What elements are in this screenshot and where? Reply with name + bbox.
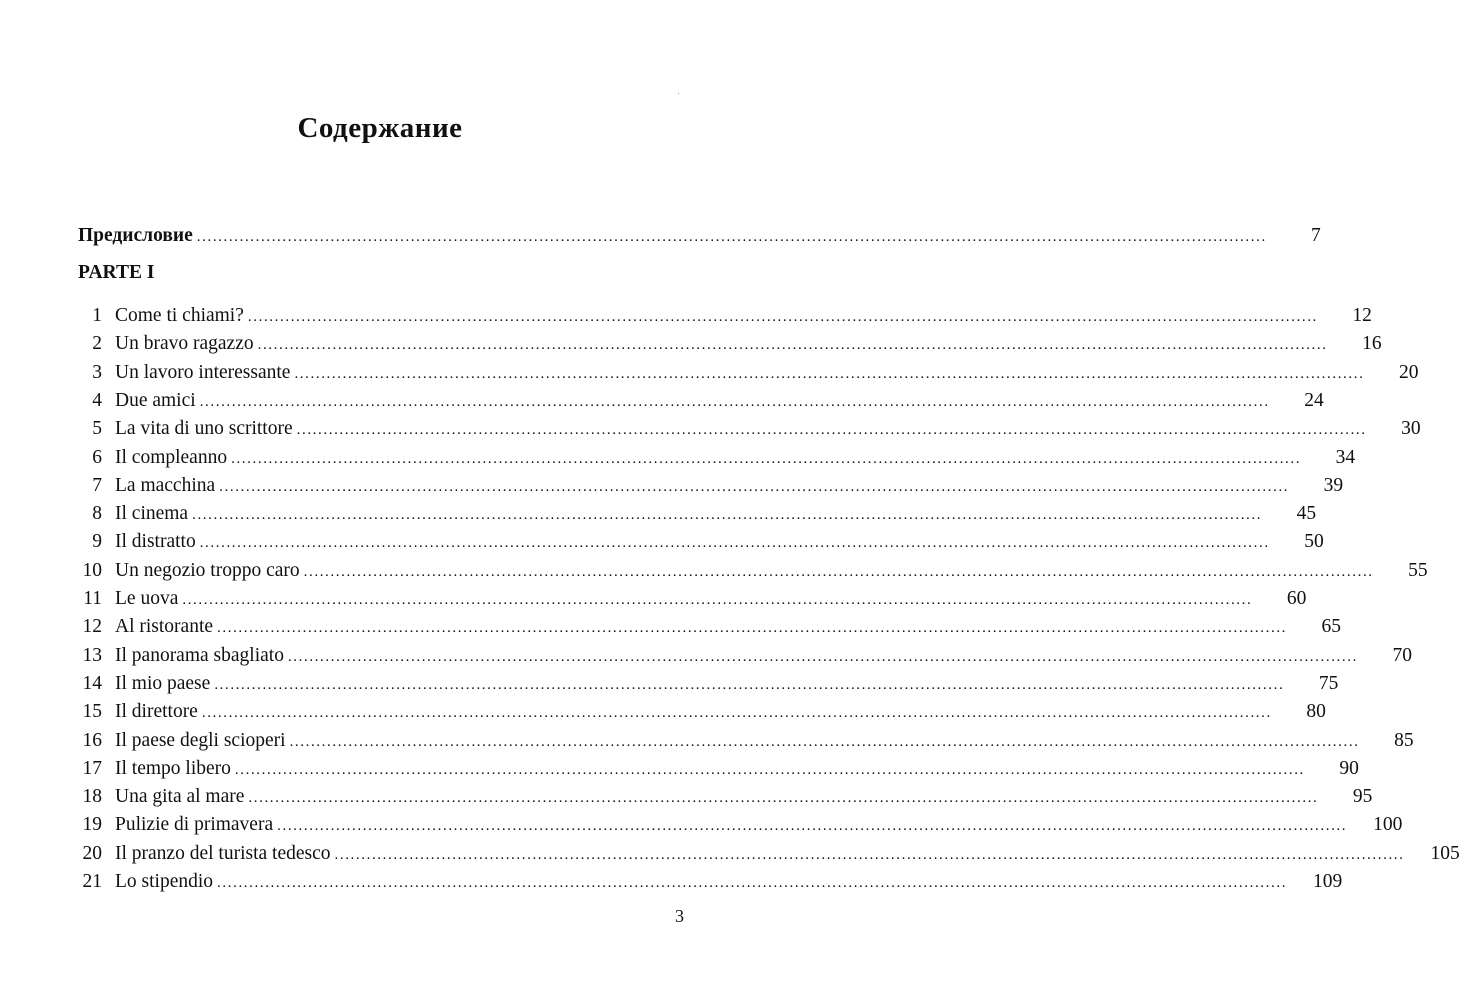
toc-entry-title: Pulizie di primavera <box>115 814 274 836</box>
toc-entry-number: 14 <box>82 672 102 694</box>
dot-leader: ........................................................................................................................................................................................................ <box>214 676 1285 693</box>
toc-entry-page: 60 <box>1286 588 1307 609</box>
toc-entry-title: Il mio paese <box>115 672 211 694</box>
toc-entry <box>78 842 1460 866</box>
toc-entry-page: 55 <box>1408 559 1428 581</box>
page-title: Содержание <box>297 112 463 144</box>
toc-entry-number: 11 <box>83 588 102 609</box>
dot-leader: ........................................................................................................................................................................................................ <box>296 422 1367 439</box>
toc-entry-title: La macchina <box>115 474 216 496</box>
toc-entry-number: 19 <box>82 814 102 836</box>
dot-leader: ........................................................................................................................................................................................................ <box>303 563 1374 580</box>
toc-entry-page: 39 <box>1323 474 1344 496</box>
toc-entry <box>78 502 1317 526</box>
toc-entry-page: 105 <box>1430 842 1460 864</box>
toc-entry <box>78 729 1414 753</box>
toc-entry <box>78 530 1324 554</box>
dot-leader: ........................................................................................................................................................................................................ <box>289 733 1360 750</box>
toc-preface <box>78 224 1321 248</box>
toc-entry-title: Un negozio troppo caro <box>115 559 300 581</box>
dot-leader: ........................................................................................................................................................................................................ <box>199 535 1270 552</box>
toc-entry-title: Un bravo ragazzo <box>115 333 254 355</box>
toc-entry-page: 24 <box>1304 389 1324 411</box>
toc-entry <box>78 870 1343 894</box>
toc-entry-page: 90 <box>1339 757 1359 779</box>
toc-entry-title: Il pranzo del turista tedesco <box>115 842 331 864</box>
toc-entry-number: 12 <box>82 616 102 638</box>
dot-leader: ........................................................................................................................................................................................................ <box>219 478 1290 495</box>
dot-leader: ........................................................................................................................................................................................................ <box>294 365 1365 382</box>
toc-entry-title: Il compleanno <box>115 446 228 468</box>
toc-entry-page: 65 <box>1321 616 1342 638</box>
toc-entry <box>78 757 1359 781</box>
dot-leader: ........................................................................................................................................................................................................ <box>201 705 1272 722</box>
toc-entry-title: Il paese degli scioperi <box>115 729 286 751</box>
toc-entry-page: 12 <box>1352 305 1372 326</box>
dot-leader: ........................................................................................................................................................................................................ <box>334 846 1405 863</box>
toc-entry-page: 95 <box>1352 786 1373 808</box>
toc-entry-page: 70 <box>1392 644 1412 666</box>
toc-entry-page: 80 <box>1306 701 1326 723</box>
toc-entry <box>78 417 1421 441</box>
page-number: 3 <box>675 906 684 926</box>
toc-entry-number: 15 <box>82 701 102 723</box>
toc-entry <box>78 672 1339 696</box>
toc-entry-page: 20 <box>1398 361 1419 383</box>
toc-entry <box>78 474 1344 498</box>
toc-entry-title: Il panorama sbagliato <box>115 644 284 666</box>
toc-entry <box>78 700 1326 724</box>
scan-speck <box>678 93 679 94</box>
toc-entry-title: Le uova <box>115 588 179 609</box>
toc-entry-page: 109 <box>1313 871 1343 892</box>
dot-leader: ........................................................................................................................................................................................................ <box>182 592 1253 608</box>
dot-leader: ........................................................................................................................................................................................................ <box>247 309 1318 325</box>
toc-entry-number: 2 <box>92 333 102 355</box>
toc-entry-title: Un lavoro interessante <box>115 361 291 383</box>
toc-entry-title: Una gita al mare <box>115 786 245 808</box>
dot-leader: ........................................................................................................................................................................................................ <box>192 507 1263 524</box>
toc-entry-number: 7 <box>92 474 102 496</box>
toc-entry-number: 1 <box>92 305 102 326</box>
toc-entry-number: 21 <box>82 871 102 892</box>
dot-leader: ........................................................................................................................................................................................................ <box>257 337 1328 354</box>
toc-entry-number: 16 <box>82 729 102 751</box>
toc-entry-number: 20 <box>82 842 102 864</box>
toc-entry-number: 9 <box>92 531 102 553</box>
dot-leader: ........................................................................................................................................................................................................ <box>287 648 1358 665</box>
toc-entry-page: 100 <box>1373 814 1403 836</box>
toc-entry-number: 4 <box>92 389 102 411</box>
toc-entry <box>78 615 1342 639</box>
toc-entry <box>78 332 1382 356</box>
toc-entry <box>78 587 1307 611</box>
toc-entry <box>78 644 1412 668</box>
section-heading: PARTE I <box>78 262 155 283</box>
toc-entry-title: Il distratto <box>115 531 196 553</box>
dot-leader: ........................................................................................................................................................................................................ <box>277 818 1348 835</box>
toc-entry-page: 75 <box>1318 672 1339 694</box>
toc-entry-title: Il tempo libero <box>115 757 231 779</box>
toc-entry-page: 16 <box>1362 333 1382 355</box>
toc-entry-number: 13 <box>82 644 102 666</box>
toc-preface-page: 7 <box>1311 225 1321 246</box>
toc-entry-title: Il direttore <box>115 701 198 723</box>
dot-leader: ........................................................................................................................................................................................................ <box>217 875 1288 891</box>
dot-leader: ........................................................................................................................................................................................................ <box>248 790 1319 807</box>
toc-entry-title: Lo stipendio <box>115 871 214 892</box>
dot-leader: ........................................................................................................................................................................................................ <box>196 229 1267 245</box>
dot-leader: ........................................................................................................................................................................................................ <box>217 620 1288 637</box>
toc-entry-number: 17 <box>82 757 102 779</box>
dot-leader: ........................................................................................................................................................................................................ <box>231 450 1302 467</box>
dot-leader: ........................................................................................................................................................................................................ <box>234 761 1305 778</box>
toc-entry-page: 34 <box>1335 446 1356 468</box>
toc-entry-title: Al ristorante <box>115 616 214 638</box>
dot-leader: ........................................................................................................................................................................................................ <box>199 393 1270 410</box>
toc-entry-title: Il cinema <box>115 503 189 525</box>
toc-entry-number: 5 <box>92 418 102 440</box>
toc-entry-title: La vita di uno scrittore <box>115 418 293 440</box>
toc-entry-number: 8 <box>92 503 102 525</box>
toc-entry <box>78 304 1372 328</box>
toc-entry <box>78 389 1324 413</box>
toc-entry-number: 18 <box>82 786 102 808</box>
toc-entry-number: 10 <box>82 559 102 581</box>
toc-entry <box>78 559 1428 583</box>
toc-entry-page: 30 <box>1401 418 1421 440</box>
toc-entry <box>78 446 1356 470</box>
toc-entry-number: 3 <box>92 361 102 383</box>
toc-entry <box>78 813 1403 837</box>
toc-entry-page: 50 <box>1304 531 1324 553</box>
toc-preface-title: Предисловие <box>78 225 193 246</box>
toc-entry-title: Come ti chiami? <box>115 305 244 326</box>
toc-entry <box>78 785 1373 809</box>
toc-entry <box>78 361 1419 385</box>
toc-entry-number: 6 <box>92 446 102 468</box>
toc-entry-title: Due amici <box>115 389 196 411</box>
toc-entry-page: 85 <box>1394 729 1414 751</box>
toc-entry-page: 45 <box>1296 503 1317 525</box>
